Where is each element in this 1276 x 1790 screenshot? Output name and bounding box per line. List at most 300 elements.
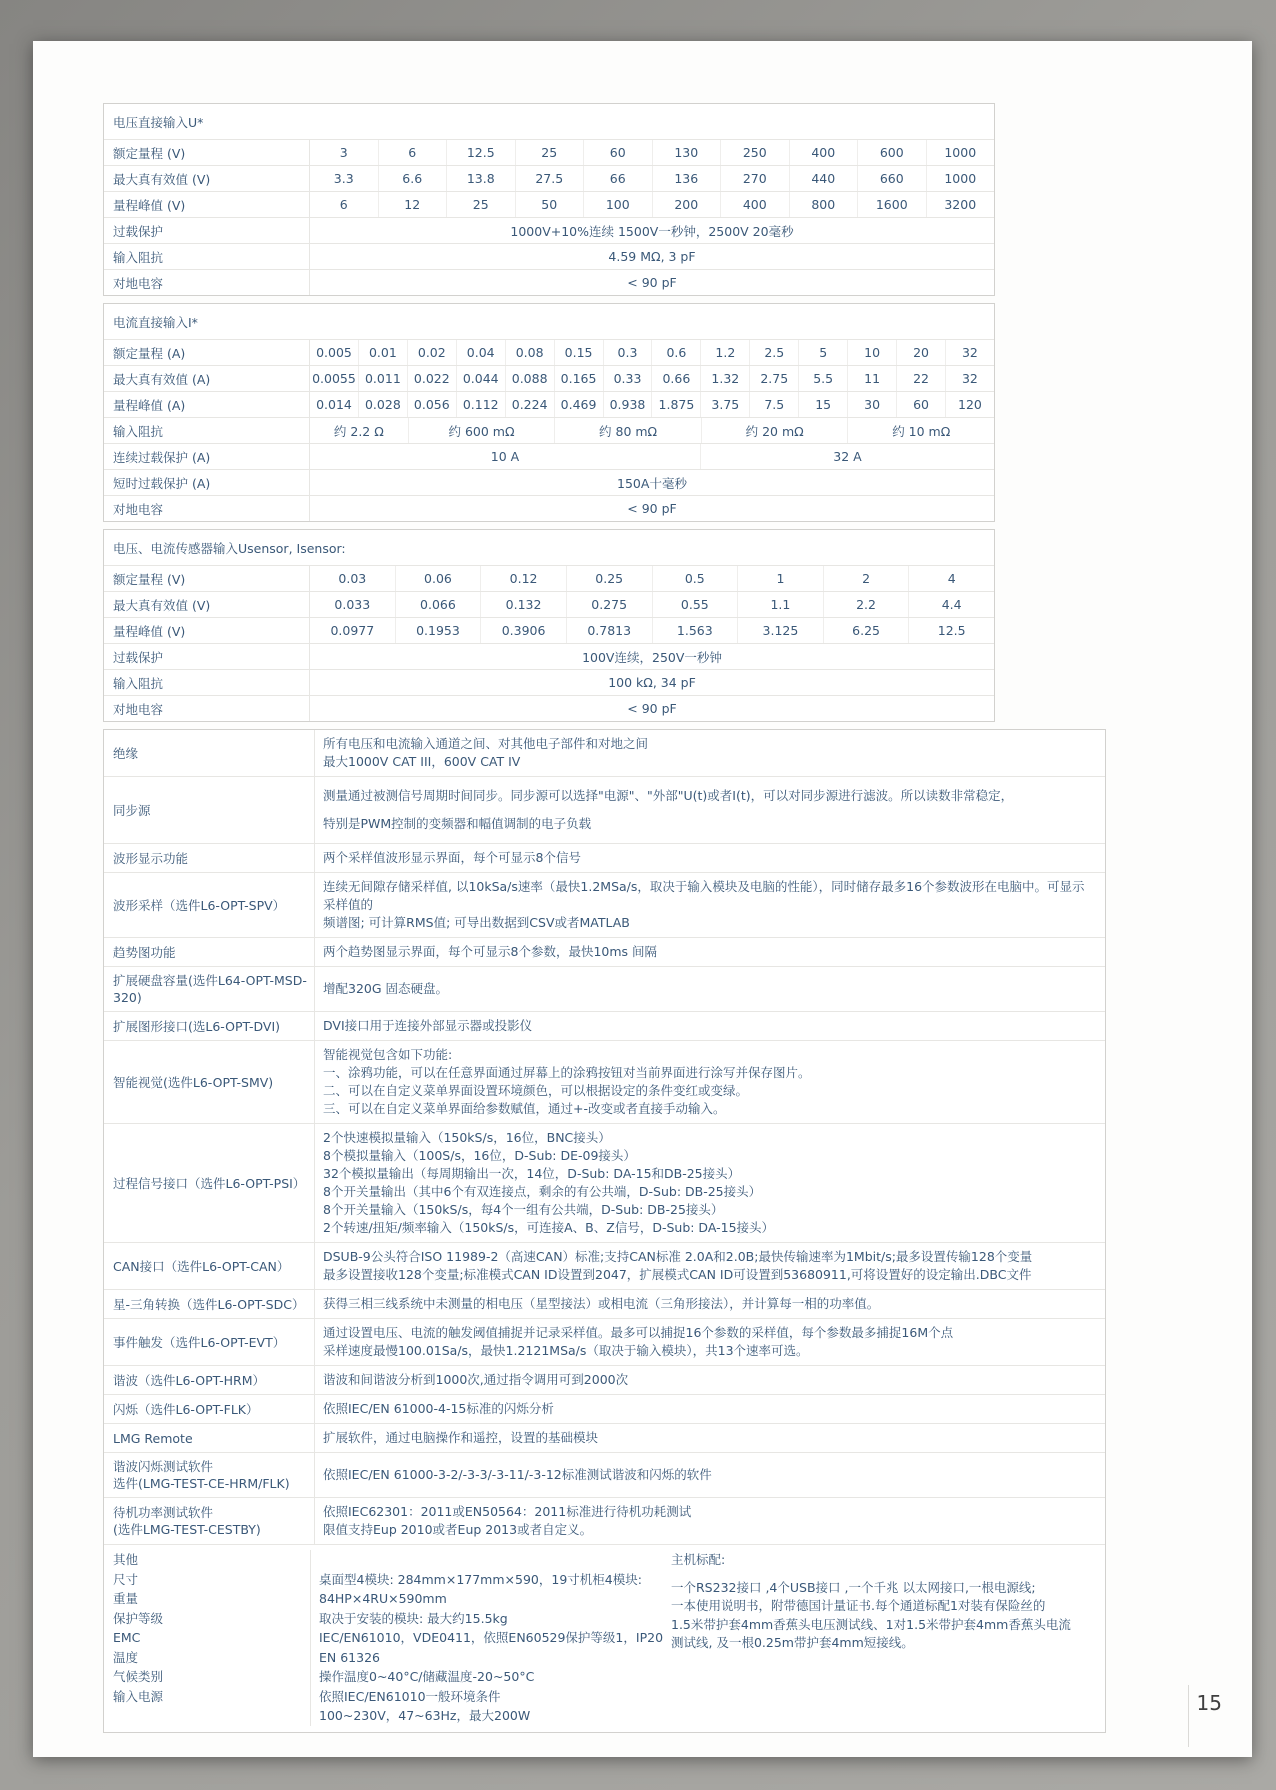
row-cells [310, 340, 994, 365]
value-cell: 4 [908, 566, 994, 591]
spec-row-label [104, 777, 315, 843]
value-cell: 15 [798, 392, 847, 417]
value-cell: 22 [896, 366, 945, 391]
spec-row-value [315, 938, 1105, 966]
value-cell: 7.5 [749, 392, 798, 417]
spec-label-line: 波形显示功能 [113, 850, 189, 866]
value-cell: 3.125 [737, 618, 823, 643]
spec-value-line: 谐波和间谐波分析到1000次,通过指令调用可到2000次 [323, 1372, 629, 1387]
value-span-cell: 32 A [700, 444, 994, 469]
spec-row [104, 1242, 1105, 1289]
spec-value-line: 二、可以在自定义菜单界面设置环境颜色，可以根据设定的条件变红或变绿。 [323, 1083, 749, 1098]
value-cell: 6 [339, 197, 348, 212]
specification-table [103, 729, 1106, 1733]
spec-value-line: 两个采样值波形显示界面，每个可显示8个信号 [323, 850, 581, 865]
spec-row [104, 937, 1105, 966]
misc-label-column [104, 1550, 311, 1726]
spec-value-line: 所有电压和电流输入通道之间、对其他电子部件和对地之间 [323, 736, 649, 751]
spec-row-value [315, 967, 1105, 1011]
spec-value-line: 依照IEC62301：2011或EN50564：2011标准进行待机功耗测试 [323, 1504, 692, 1519]
misc-value: 依照IEC/EN61010一般环境条件 [319, 1688, 501, 1704]
row-label: 量程峰值 (V) [104, 618, 310, 643]
value-span-cell: 1000V+10%连续 1500V一秒钟，2500V 20毫秒 [510, 223, 794, 239]
spec-value-line: 依照IEC/EN 61000-3-2/-3-3/-3-11/-3-12标准测试谐波和闪烁的软件 [323, 1467, 712, 1482]
misc-label: EMC [113, 1630, 141, 1645]
value-span-cell: 100 kΩ, 34 pF [608, 675, 696, 690]
value-cell: 0.12 [480, 566, 566, 591]
value-cell: 5 [798, 340, 847, 365]
value-cell: 32 [945, 340, 994, 365]
spec-value-line: 最多设置接收128个变量;标准模式CAN ID设置到2047，扩展模式CAN ID可设置到53680911,可将设置好的设定输出.DBC文件 [323, 1267, 1032, 1282]
value-cell: 600 [857, 140, 926, 165]
value-cell: 5.5 [798, 366, 847, 391]
row-label: 量程峰值 (A) [104, 392, 310, 417]
spec-label-line: 波形采样（选件L6-OPT-SPV） [113, 897, 286, 913]
value-cell: 130 [652, 140, 721, 165]
spec-value-line: 采样速度最慢100.01Sa/s，最快1.2121MSa/s（取决于输入模块），共13个速率可选。 [323, 1343, 809, 1358]
row-label: 额定量程 (V) [104, 140, 310, 165]
value-cell: 200 [652, 192, 721, 217]
misc-section [104, 1544, 1105, 1732]
value-cell: 400 [720, 192, 789, 217]
spec-value-line: 8个模拟量输入（100S/s，16位，D-Sub: DE-09接头） [323, 1148, 636, 1163]
value-cell: 400 [789, 140, 858, 165]
misc-label: 输入电源 [113, 1688, 164, 1704]
misc-label: 重量 [113, 1591, 139, 1606]
row-cells [310, 218, 994, 243]
spec-value-line: 限值支持Eup 2010或者Eup 2013或者自定义。 [323, 1522, 593, 1537]
value-cell: 32 [945, 366, 994, 391]
value-cell: 1.1 [737, 592, 823, 617]
table-row [104, 591, 994, 617]
table-row [104, 243, 994, 269]
value-cell: 12.5 [446, 140, 515, 165]
spec-row-value [315, 1366, 1105, 1394]
spec-label-line: 过程信号接口（选件L6-OPT-PSI） [113, 1175, 306, 1191]
value-cell: 25 [446, 192, 515, 217]
spec-row [104, 730, 1105, 776]
row-label: 过载保护 [104, 218, 310, 243]
value-cell: 0.3 [603, 340, 652, 365]
spec-row-value [315, 873, 1105, 937]
row-label: 输入阻抗 [104, 244, 310, 269]
spec-row [104, 966, 1105, 1011]
table-row [104, 391, 994, 417]
spec-label-line: 谐波（选件L6-OPT-HRM） [113, 1372, 266, 1388]
spec-row-value [315, 1453, 1105, 1497]
row-cells [310, 470, 994, 495]
row-cells [310, 166, 994, 191]
value-cell: 0.0055 [312, 371, 356, 386]
value-cell: 0.06 [395, 566, 481, 591]
document-page [33, 41, 1252, 1757]
value-cell: 0.01 [358, 340, 407, 365]
standard-accessories-lines [671, 1579, 1093, 1653]
spec-label-line: 绝缘 [113, 745, 139, 761]
row-cells [310, 140, 994, 165]
value-cell: 60 [896, 392, 945, 417]
table-row [104, 469, 994, 495]
row-label: 对地电容 [104, 496, 310, 521]
row-label: 最大真有效值 (V) [104, 166, 310, 191]
value-cell: 1.32 [700, 366, 749, 391]
spec-row-label [104, 1498, 315, 1544]
spec-row-label [104, 1319, 315, 1365]
table-row [104, 695, 994, 721]
value-cell: 0.5 [652, 566, 738, 591]
spec-row-value [315, 1498, 1105, 1544]
spec-value-line: 智能视觉包含如下功能: [323, 1047, 453, 1062]
row-cells [310, 696, 994, 721]
misc-value-column [311, 1550, 667, 1726]
value-span-cell: 约 2.2 Ω [333, 423, 384, 439]
value-span-cell: < 90 pF [627, 275, 677, 290]
value-cell: 66 [583, 166, 652, 191]
spec-row [104, 872, 1105, 937]
spec-row-value [315, 1395, 1105, 1423]
spec-row-value [315, 1290, 1105, 1318]
value-cell: 2.2 [823, 592, 909, 617]
spec-row [104, 1365, 1105, 1394]
value-cell: 440 [789, 166, 858, 191]
spec-value-line: 一、涂鸦功能，可以在任意界面通过屏幕上的涂鸦按钮对当前界面进行涂写并保存图片。 [323, 1065, 811, 1080]
spec-value-line: 2个转速/扭矩/频率输入（150kS/s，可连接A、B、Z信号，D-Sub: DA-15接头） [323, 1220, 775, 1235]
value-cell: 2 [823, 566, 909, 591]
row-label: 对地电容 [104, 270, 310, 295]
value-cell: 0.0977 [330, 623, 375, 638]
row-label: 输入阻抗 [104, 418, 310, 443]
value-span-cell: 约 10 mΩ [847, 418, 994, 443]
value-cell: 11 [847, 366, 896, 391]
page-number-text: 15 [1196, 1691, 1222, 1715]
value-span-cell: 约 600 mΩ [408, 418, 555, 443]
misc-value: 操作温度0~40°C/储藏温度-20~50°C [319, 1669, 535, 1684]
value-cell: 270 [720, 166, 789, 191]
value-cell: 1600 [857, 192, 926, 217]
value-cell: 50 [515, 192, 584, 217]
spec-value-line: 扩展软件，通过电脑操作和遥控，设置的基础模块 [323, 1430, 599, 1445]
value-cell: 3 [339, 145, 348, 160]
row-cells [310, 670, 994, 695]
row-label: 连续过载保护 (A) [104, 444, 310, 469]
spec-value-line: 通过设置电压、电流的触发阈值捕捉并记录采样值。最多可以捕捉16个参数的采样值，每个参数最多捕捉16M个点 [323, 1325, 954, 1340]
row-label: 对地电容 [104, 696, 310, 721]
value-cell: 0.022 [407, 366, 456, 391]
spec-row [104, 776, 1105, 843]
value-cell: 27.5 [515, 166, 584, 191]
value-cell: 3200 [926, 192, 995, 217]
value-cell: 6 [378, 140, 447, 165]
sensor-table-title: 电压、电流传感器输入Usensor, Isensor: [113, 540, 346, 556]
value-cell: 1.2 [700, 340, 749, 365]
row-cells [310, 392, 994, 417]
spec-value-line: 测量通过被测信号周期时间同步。同步源可以选择"电源"、"外部"U(t)或者I(t)，可以对同步源进行滤波。所以读数非常稳定， [323, 788, 1014, 803]
value-cell: 6.25 [823, 618, 909, 643]
value-cell: 3.75 [700, 392, 749, 417]
value-cell: 25 [515, 140, 584, 165]
value-cell: 100 [583, 192, 652, 217]
row-cells [310, 418, 994, 443]
value-cell: 1.875 [651, 392, 700, 417]
spec-value-line: 获得三相三线系统中未测量的相电压（星型接法）或相电流（三角形接法），并计算每一相的功率值。 [323, 1296, 880, 1311]
value-span-cell: 4.59 MΩ, 3 pF [608, 249, 696, 264]
misc-value: 桌面型4模块: 284mm×177mm×590，19寸机柜4模块: 84HP×4RU×590mm [319, 1571, 642, 1606]
value-cell: 0.165 [554, 366, 603, 391]
sensor-input-table [103, 529, 995, 722]
standard-accessories-line: 测试线, 及一根0.25m带护套4mm短接线。 [671, 1635, 914, 1650]
spec-value-line: 8个开关量输出（其中6个有双连接点，剩余的有公共端，D-Sub: DB-25接头） [323, 1184, 762, 1199]
spec-row-label [104, 873, 315, 937]
spec-row-value [315, 1319, 1105, 1365]
table-row [104, 339, 994, 365]
spec-row [104, 1423, 1105, 1452]
spec-value-line: 8个开关量输入（150kS/s，每4个一组有公共端，D-Sub: DB-25接头） [323, 1202, 724, 1217]
spec-row-value [315, 844, 1105, 872]
value-cell: 13.8 [446, 166, 515, 191]
page-content [103, 103, 1108, 1733]
spec-row-label [104, 1124, 315, 1242]
standard-accessories-title: 主机标配: [671, 1552, 726, 1567]
value-cell: 0.15 [554, 340, 603, 365]
table-row [104, 365, 994, 391]
spec-row-value [315, 1243, 1105, 1289]
spec-row-label [104, 1424, 315, 1452]
misc-label: 尺寸 [113, 1571, 139, 1587]
spec-label-line: 星-三角转换（选件L6-OPT-SDC） [113, 1296, 305, 1312]
table-row [104, 417, 994, 443]
value-span-cell: < 90 pF [627, 501, 677, 516]
spec-value-line: 依照IEC/EN 61000-4-15标准的闪烁分析 [323, 1401, 554, 1416]
spec-value-line: DSUB-9公头符合ISO 11989-2（高速CAN）标准;支持CAN标准 2.0A和2.0B;最快传输速率为1Mbit/s;最多设置传输128个变量 [323, 1249, 1033, 1264]
value-cell: 800 [789, 192, 858, 217]
value-cell: 12.5 [908, 618, 994, 643]
value-cell: 60 [583, 140, 652, 165]
row-cells [310, 566, 994, 591]
spec-label-line: 智能视觉(选件L6-OPT-SMV) [113, 1074, 274, 1090]
value-cell: 2.75 [749, 366, 798, 391]
standard-accessories-block [667, 1550, 1105, 1726]
spec-row [104, 1289, 1105, 1318]
value-cell: 0.55 [652, 592, 738, 617]
misc-value [319, 1550, 667, 1570]
row-cells [310, 496, 994, 521]
value-cell: 0.04 [456, 340, 505, 365]
row-cells [310, 444, 994, 469]
table-row [104, 165, 994, 191]
spec-label-line: 扩展图形接口(选L6-OPT-DVI) [113, 1018, 281, 1034]
spec-row-label [104, 967, 315, 1011]
spec-value-line: 最大1000V CAT III，600V CAT IV [323, 754, 521, 769]
spec-value-line: 两个趋势图显示界面，每个可显示8个参数，最快10ms 间隔 [323, 944, 658, 959]
spec-row-label [104, 730, 315, 776]
table-row [104, 669, 994, 695]
spec-label-line: 闪烁（选件L6-OPT-FLK） [113, 1401, 259, 1417]
value-cell: 10 [847, 340, 896, 365]
voltage-direct-input-table [103, 103, 995, 296]
spec-label-line: 趋势图功能 [113, 944, 176, 960]
row-label: 短时过载保护 (A) [104, 470, 310, 495]
spec-row [104, 1011, 1105, 1040]
value-cell: 120 [945, 392, 994, 417]
row-label: 输入阻抗 [104, 670, 310, 695]
spec-row-value [315, 1124, 1105, 1242]
table-row [104, 643, 994, 669]
value-span-cell: 150A十毫秒 [617, 475, 687, 491]
value-cell: 136 [652, 166, 721, 191]
spec-label-line: CAN接口（选件L6-OPT-CAN） [113, 1258, 290, 1274]
value-cell: 0.033 [334, 597, 371, 612]
table-row [104, 565, 994, 591]
row-label: 过载保护 [104, 644, 310, 669]
value-cell: 0.938 [603, 392, 652, 417]
misc-value: 100~230V，47~63Hz，最大200W [319, 1708, 531, 1723]
value-cell: 0.066 [395, 592, 481, 617]
misc-value: EN 61326 [319, 1649, 380, 1665]
value-cell: 250 [720, 140, 789, 165]
value-cell: 0.08 [505, 340, 554, 365]
spec-row-value [315, 1424, 1105, 1452]
value-cell: 0.33 [603, 366, 652, 391]
value-cell: 4.4 [908, 592, 994, 617]
row-cells [310, 270, 994, 295]
misc-value: 取决于安装的模块: 最大约15.5kg [319, 1610, 508, 1626]
spec-value-line: 2个快速模拟量输入（150kS/s，16位，BNC接头） [323, 1130, 611, 1145]
value-cell: 0.224 [505, 392, 554, 417]
value-cell: 0.014 [316, 397, 352, 412]
spec-label-line: 谐波闪烁测试软件 [113, 1459, 214, 1474]
spec-label-line: LMG Remote [113, 1430, 193, 1446]
spec-row-label [104, 1012, 315, 1040]
value-cell: 0.028 [358, 392, 407, 417]
misc-label: 其他 [113, 1552, 139, 1567]
misc-value: IEC/EN61010，VDE0411，依照EN60529保护等级1，IP20 [319, 1630, 664, 1645]
value-cell: 0.6 [651, 340, 700, 365]
spec-row-label [104, 1366, 315, 1394]
spec-value-line: 三、可以在自定义菜单界面给参数赋值，通过+-改变或者直接手动输入。 [323, 1101, 726, 1116]
spec-row-label [104, 1453, 315, 1497]
row-label: 最大真有效值 (V) [104, 592, 310, 617]
value-cell: 0.66 [651, 366, 700, 391]
value-cell: 0.088 [505, 366, 554, 391]
row-cells [310, 592, 994, 617]
standard-accessories-line: 一本使用说明书，附带德国计量证书.每个通道标配1对装有保险丝的 [671, 1598, 1046, 1613]
row-cells [310, 618, 994, 643]
value-cell: 30 [847, 392, 896, 417]
current-direct-input-table [103, 303, 995, 522]
table-row [104, 191, 994, 217]
spec-row-label [104, 1243, 315, 1289]
page-number-rule [1188, 1685, 1189, 1747]
value-span-cell: 约 80 mΩ [554, 418, 701, 443]
spec-label-line: 事件触发（选件L6-OPT-EVT） [113, 1334, 286, 1350]
value-span-cell: 100V连续，250V一秒钟 [582, 649, 722, 665]
spec-label-line: (选件LMG-TEST-CESTBY) [113, 1522, 261, 1537]
spec-value-line: DVI接口用于连接外部显示器或投影仪 [323, 1018, 533, 1033]
standard-accessories-line: 一个RS232接口 ,4个USB接口 ,一个千兆 以太网接口,一根电源线; [671, 1579, 1036, 1595]
value-cell: 1000 [926, 140, 995, 165]
value-cell: 660 [857, 166, 926, 191]
value-cell: 0.3906 [480, 618, 566, 643]
spec-row [104, 1452, 1105, 1497]
value-cell: 0.469 [554, 392, 603, 417]
value-cell: 0.03 [338, 571, 367, 586]
value-cell: 0.25 [566, 566, 652, 591]
spec-value-line: 特别是PWM控制的变频器和幅值调制的电子负载 [323, 816, 592, 831]
row-cells [310, 644, 994, 669]
spec-row-label [104, 1290, 315, 1318]
value-cell: 1000 [926, 166, 995, 191]
spec-label-line: 选件(LMG-TEST-CE-HRM/FLK) [113, 1476, 290, 1491]
value-cell: 0.02 [407, 340, 456, 365]
value-cell: 0.112 [456, 392, 505, 417]
spec-label-line: 待机功率测试软件 [113, 1505, 214, 1520]
spec-row [104, 1123, 1105, 1242]
value-cell: 0.005 [316, 345, 352, 360]
standard-accessories-line: 1.5米带护套4mm香蕉头电压测试线、1对1.5米带护套4mm香蕉头电流 [671, 1616, 1071, 1632]
current-table-title: 电流直接输入I* [113, 314, 198, 330]
spec-row-value [315, 1012, 1105, 1040]
spec-row [104, 843, 1105, 872]
value-cell: 0.275 [566, 592, 652, 617]
table-row [104, 617, 994, 643]
value-span-cell: 10 A [490, 449, 520, 464]
spec-label-line: 同步源 [113, 802, 151, 818]
spec-row [104, 1394, 1105, 1423]
table-row [104, 217, 994, 243]
value-cell: 12 [378, 192, 447, 217]
value-cell: 0.044 [456, 366, 505, 391]
value-cell: 2.5 [749, 340, 798, 365]
value-span-cell: 约 20 mΩ [701, 418, 848, 443]
table-row [104, 495, 994, 521]
value-span-cell: < 90 pF [627, 701, 677, 716]
spec-row-value [315, 1041, 1105, 1123]
row-label: 额定量程 (A) [104, 340, 310, 365]
value-cell: 0.1953 [395, 618, 481, 643]
row-label: 额定量程 (V) [104, 566, 310, 591]
spec-value-line: 连续无间隙存储采样值, 以10kSa/s速率（最快1.2MSa/s，取决于输入模块及电脑的性能），同时储存最多16个参数波形在电脑中。可显示采样值的 [323, 879, 1085, 912]
value-cell: 0.011 [358, 366, 407, 391]
table-row [104, 139, 994, 165]
value-cell: 0.056 [407, 392, 456, 417]
spec-label-line: 扩展硬盘容量(选件L64-OPT-MSD-320) [113, 973, 307, 1005]
spec-value-line: 32个模拟量输出（每周期输出一次，14位，D-Sub: DA-15和DB-25接头） [323, 1166, 741, 1181]
spec-row [104, 1040, 1105, 1123]
row-label: 最大真有效值 (A) [104, 366, 310, 391]
spec-row-label [104, 938, 315, 966]
misc-label: 保护等级 [113, 1610, 164, 1626]
misc-label: 温度 [113, 1649, 139, 1665]
table-row [104, 443, 994, 469]
value-cell: 0.132 [480, 592, 566, 617]
spec-value-line: 频谱图; 可计算RMS值; 可导出数据到CSV或者MATLAB [323, 915, 630, 930]
page-number [1188, 1691, 1222, 1747]
spec-row-label [104, 1041, 315, 1123]
spec-value-line: 增配320G 固态硬盘。 [323, 981, 449, 996]
row-cells [310, 192, 994, 217]
value-cell: 1 [737, 566, 823, 591]
spec-row [104, 1497, 1105, 1544]
spec-rows-container [104, 730, 1105, 1544]
spec-row-value [315, 777, 1105, 843]
misc-label: 气候类别 [113, 1669, 164, 1684]
row-label: 量程峰值 (V) [104, 192, 310, 217]
spec-row-label [104, 844, 315, 872]
value-cell: 3.3 [333, 171, 354, 186]
table-row [104, 269, 994, 295]
value-cell: 20 [896, 340, 945, 365]
value-cell: 6.6 [378, 166, 447, 191]
